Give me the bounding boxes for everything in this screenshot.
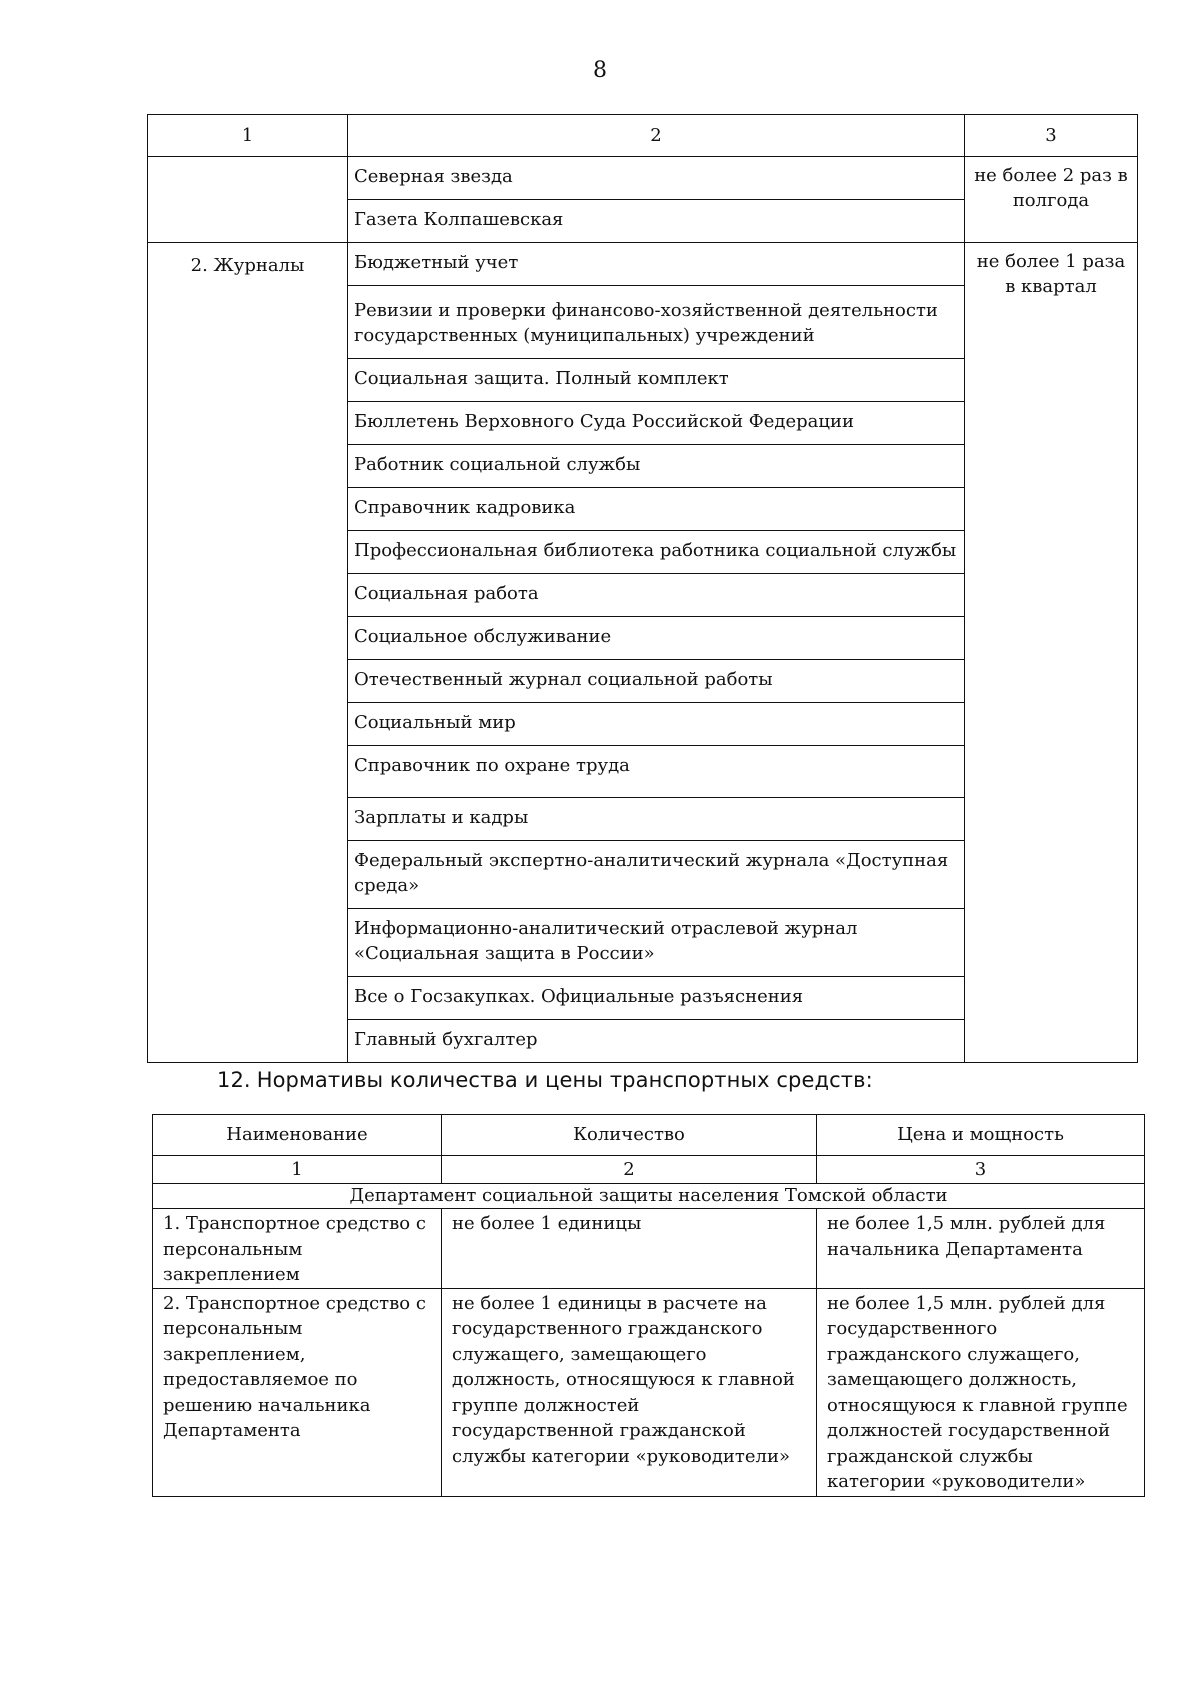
- page-number: 8: [593, 58, 607, 83]
- section-heading: [217, 1068, 873, 1092]
- publication-cell: Социальное обслуживание: [348, 617, 965, 660]
- publication-cell: Главный бухгалтер: [348, 1020, 965, 1063]
- vehicle-quantity-cell: не более 1 единицы в расчете на государственного гражданского служащего, замещающего должность, относящуюся к главной группе должностей государственной гражданской службы категории «руководители»: [442, 1288, 817, 1496]
- publication-cell: Ревизии и проверки финансово-хозяйственной деятельности государственных (муниципальных) учреждений: [348, 286, 965, 359]
- vehicle-name-cell: 2. Транспортное средство с персональным закреплением, предоставляемое по решению начальника Департамента: [153, 1288, 442, 1496]
- column-header: Наименование: [153, 1115, 442, 1156]
- vehicle-price-cell: не более 1,5 млн. рублей для государственного гражданского служащего, замещающего должность, относящуюся к главной группе должностей государственной гражданской службы категории «руководители»: [817, 1288, 1145, 1496]
- column-header: Количество: [442, 1115, 817, 1156]
- publication-cell: Работник социальной службы: [348, 445, 965, 488]
- publication-cell: Социальная защита. Полный комплект: [348, 359, 965, 402]
- table-header-row: [148, 115, 1138, 157]
- frequency-cell: не более 2 раз в полгода: [965, 157, 1138, 243]
- publication-cell: Информационно-аналитический отраслевой журнал «Социальная защита в России»: [348, 909, 965, 977]
- publication-cell: Профессиональная библиотека работника социальной службы: [348, 531, 965, 574]
- department-row: [153, 1184, 1145, 1209]
- table-row: [153, 1288, 1145, 1496]
- vehicle-name-cell: 1. Транспортное средство с персональным закреплением: [153, 1209, 442, 1289]
- publication-cell: Бюджетный учет: [348, 243, 965, 286]
- column-index: 3: [817, 1156, 1145, 1184]
- publication-cell: Федеральный экспертно-аналитический журнала «Доступная среда»: [348, 841, 965, 909]
- publication-cell: Социальная работа: [348, 574, 965, 617]
- publication-cell: Справочник кадровика: [348, 488, 965, 531]
- publication-cell: Отечественный журнал социальной работы: [348, 660, 965, 703]
- category-cell: 2. Журналы: [148, 243, 348, 1063]
- publication-cell: Социальный мир: [348, 703, 965, 746]
- vehicle-quantity-cell: не более 1 единицы: [442, 1209, 817, 1289]
- publication-cell: Зарплаты и кадры: [348, 798, 965, 841]
- vehicle-price-cell: не более 1,5 млн. рублей для начальника Департамента: [817, 1209, 1145, 1289]
- vehicles-table: [152, 1114, 1145, 1497]
- index-row: [153, 1156, 1145, 1184]
- table-row: [153, 1209, 1145, 1289]
- publication-cell: Бюллетень Верховного Суда Российской Федерации: [348, 402, 965, 445]
- publication-cell: Справочник по охране труда: [348, 746, 965, 798]
- column-header: 2: [348, 115, 965, 157]
- department-name: Департамент социальной защиты населения Томской области: [153, 1184, 1145, 1209]
- column-header: Цена и мощность: [817, 1115, 1145, 1156]
- periodicals-table: [147, 114, 1138, 1063]
- column-header: 1: [148, 115, 348, 157]
- publication-cell: Газета Колпашевская: [348, 200, 965, 243]
- frequency-cell: не более 1 раза в квартал: [965, 243, 1138, 1063]
- column-header: 3: [965, 115, 1138, 157]
- section-title: Нормативы количества и цены транспортных средств:: [256, 1068, 873, 1092]
- table-row: [148, 243, 1138, 286]
- column-index: 2: [442, 1156, 817, 1184]
- table-row: [148, 157, 1138, 200]
- section-number: 12.: [217, 1068, 251, 1092]
- column-index: 1: [153, 1156, 442, 1184]
- publication-cell: Северная звезда: [348, 157, 965, 200]
- category-cell: [148, 157, 348, 243]
- publication-cell: Все о Госзакупках. Официальные разъяснения: [348, 977, 965, 1020]
- table-header-row: [153, 1115, 1145, 1156]
